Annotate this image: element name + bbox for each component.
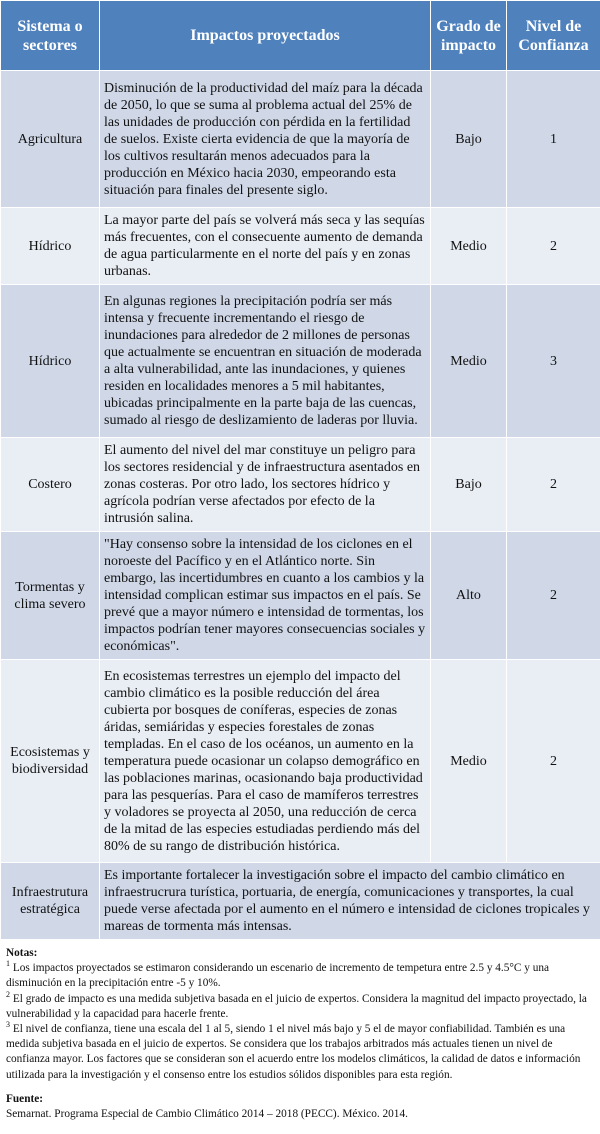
confidence-cell: 2 xyxy=(507,208,600,285)
impact-cell: El aumento del nivel del mar constituye un peligro para los sectores residencial y de infraestructura asentados en zonas costeras. Por otro lado, los sectores hídrico y agrícola podrían verse afectados por efecto de la intrusión salina. xyxy=(100,438,431,532)
note-text: El grado de impacto es una medida subjetiva basada en el juicio de expertos. Considera la magnitud del impacto proyectado, la vulnerabilidad y la capacidad para hacerle frente. xyxy=(6,992,587,1020)
footnote-mark: 3 xyxy=(6,1020,10,1030)
grade-cell: Medio xyxy=(431,285,507,438)
table-row xyxy=(1,532,600,660)
note-3 xyxy=(6,1022,594,1083)
notes-heading: Notas: xyxy=(6,947,38,959)
table-header-row xyxy=(1,1,600,71)
grade-cell: Bajo xyxy=(431,71,507,208)
grade-cell: Alto xyxy=(431,532,507,660)
footnote-mark: 2 xyxy=(6,989,10,999)
table-row xyxy=(1,863,600,940)
notes-section xyxy=(0,940,600,1122)
table-row xyxy=(1,71,600,208)
table-row xyxy=(1,438,600,532)
footnote-mark: 1 xyxy=(6,959,10,969)
source-heading: Fuente: xyxy=(6,1092,44,1105)
impact-cell: En ecosistemas terrestres un ejemplo del impacto del cambio climático es la posible reducción del área cubierta por bosques de coníferas, especies de zonas áridas, semiáridas y especies forestales de zonas templadas. En el caso de los océanos, un aumento en la temperatura puede ocasionar un colapso demográfico en las poblaciones marinas, ocasionando baja productividad para las pesquerías. Para el caso de mamíferos terrestres y voladores se proyecta al 2050, una reducción de cerca de la mitad de las especies estudiadas perdiendo más del 80% de su rango de distribución histórica. xyxy=(100,660,431,863)
note-1 xyxy=(6,961,594,991)
header-impact: Impactos proyectados xyxy=(100,1,431,71)
header-grade: Grado de impacto xyxy=(431,1,507,71)
confidence-cell: 2 xyxy=(507,660,600,863)
impact-cell: "Hay consenso sobre la intensidad de los ciclones en el noroeste del Pacífico y en el Atlántico norte. Sin embargo, las incertidumbres en cuanto a los cambios y la intensidad complican estimar sus impactos en el país. Se prevé que a mayor número e intensidad de tormentas, los impactos podrían tener mayores consecuencias sociales y económicas". xyxy=(100,532,431,660)
sector-cell: Ecosistemas y biodiversidad xyxy=(1,660,100,863)
header-confidence: Nivel de Confianza xyxy=(507,1,600,71)
note-text: Los impactos proyectados se estimaron considerando un escenario de incremento de tempetura entre 2.5 y 4.5°C y una disminución en la precipitación entre -5 y 10%. xyxy=(6,962,550,990)
note-text: El nivel de confianza, tiene una escala del 1 al 5, siendo 1 el nivel más bajo y 5 el de mayor confiabilidad. También es una medida subjetiva basada en el juicio de expertos. Se considera que los trabajos arbitrados más actuales tienen un nivel de confianza mayor. Los factores que se consideran son el acuerdo entre los modelos climáticos, la calidad de datos e información utilizada para la investigación y el consenso entre los estudios sólidos disponibles para esta región. xyxy=(6,1023,581,1081)
table-row xyxy=(1,285,600,438)
sector-cell: Hídrico xyxy=(1,208,100,285)
grade-cell: Bajo xyxy=(431,438,507,532)
table-row xyxy=(1,660,600,863)
sector-cell: Hídrico xyxy=(1,285,100,438)
sector-cell: Agricultura xyxy=(1,71,100,208)
table-row xyxy=(1,208,600,285)
confidence-cell: 3 xyxy=(507,285,600,438)
source-text: Semarnat. Programa Especial de Cambio Climático 2014 – 2018 (PECC). México. 2014. xyxy=(6,1108,408,1121)
impact-cell: La mayor parte del país se volverá más seca y las sequías más frecuentes, con el consecuente aumento de demanda de agua particularmente en el norte del país y en zonas urbanas. xyxy=(100,208,431,285)
sector-cell: Tormentas y clima severo xyxy=(1,532,100,660)
impact-cell: En algunas regiones la precipitación podría ser más intensa y frecuente incrementando el riesgo de inundaciones para alrededor de 2 millones de personas que actualmente se encuentran en situación de moderada a alta vulnerabilidad, ante las inundaciones, y quienes residen en localidades menores a 5 mil habitantes, ubicadas principalmente en la parte baja de las cuencas, sumado al riesgo de deslizamiento de laderas por lluvia. xyxy=(100,285,431,438)
sector-cell: Infraestrutura estratégica xyxy=(1,863,100,940)
confidence-cell: 2 xyxy=(507,532,600,660)
sector-cell: Costero xyxy=(1,438,100,532)
impact-cell: Es importante fortalecer la investigación sobre el impacto del cambio climático en infraestrucrura turística, portuaria, de energía, comunicaciones y transportes, la cual puede verse afectada por el aumento en el número e intensidad de ciclones tropicales y mareas de tormenta más intensas. xyxy=(100,863,600,940)
confidence-cell: 2 xyxy=(507,438,600,532)
grade-cell: Medio xyxy=(431,660,507,863)
header-sector: Sistema o sectores xyxy=(1,1,100,71)
confidence-cell: 1 xyxy=(507,71,600,208)
note-2 xyxy=(6,989,594,1022)
grade-cell: Medio xyxy=(431,208,507,285)
impact-cell: Disminución de la productividad del maíz para la década de 2050, lo que se suma al problema actual del 25% de las unidades de producción con pérdida en la fertilidad de suelos. Existe cierta evidencia de que la mayoría de los cultivos resultarán menos adecuados para la producción en México hacia 2030, empeorando esta situación para finales del presente siglo. xyxy=(100,71,431,208)
